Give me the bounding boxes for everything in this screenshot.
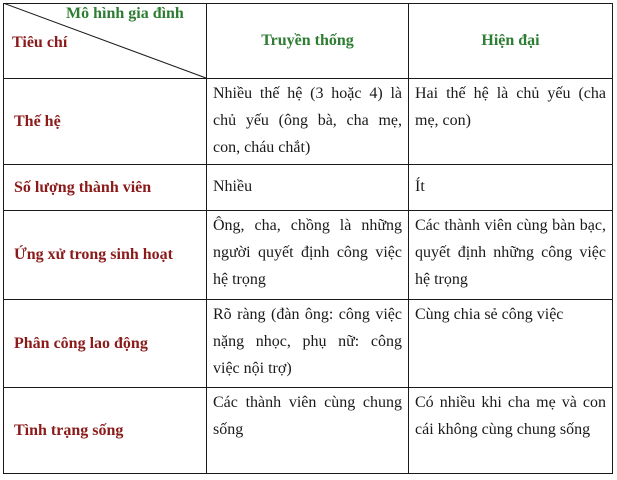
criterion-generation: Thế hệ <box>14 112 61 130</box>
traditional-household-behavior: Ông, cha, chồng là những người quyết định công việc hệ trọng <box>213 217 402 288</box>
corner-label-model: Mô hình gia đình <box>66 5 184 22</box>
modern-labor-division: Cùng chia sẻ công việc <box>415 306 564 323</box>
criterion-labor-division: Phân công lao động <box>14 334 148 352</box>
criterion-living-situation: Tình trạng sống <box>14 421 124 439</box>
modern-member-count: Ít <box>415 178 425 195</box>
header-modern: Hiện đại <box>481 32 540 49</box>
traditional-generation: Nhiều thế hệ (3 hoặc 4) là chủ yếu (ông bà, cha mẹ, con, cháu chắt) <box>213 85 402 156</box>
table-border-bottom <box>3 473 613 474</box>
criterion-member-count: Số lượng thành viên <box>14 178 152 196</box>
criterion-household-behavior: Ứng xử trong sinh hoạt <box>14 246 173 263</box>
table-border-right <box>612 3 613 474</box>
modern-living-situation: Có nhiều khi cha mẹ và con cái không cùng chung sống <box>415 394 606 438</box>
modern-generation: Hai thế hệ là chủ yếu (cha mẹ, con) <box>415 85 606 129</box>
traditional-labor-division: Rõ ràng (đàn ông: công việc nặng nhọc, phụ nữ: công việc nội trợ) <box>213 306 402 377</box>
header-traditional: Truyền thống <box>261 32 354 49</box>
traditional-living-situation: Các thành viên cùng chung sống <box>213 394 402 438</box>
corner-label-criteria: Tiêu chí <box>12 34 68 51</box>
modern-household-behavior: Các thành viên cùng bàn bạc, quyết định những công việc hệ trọng <box>415 217 606 288</box>
traditional-member-count: Nhiều <box>213 178 253 195</box>
